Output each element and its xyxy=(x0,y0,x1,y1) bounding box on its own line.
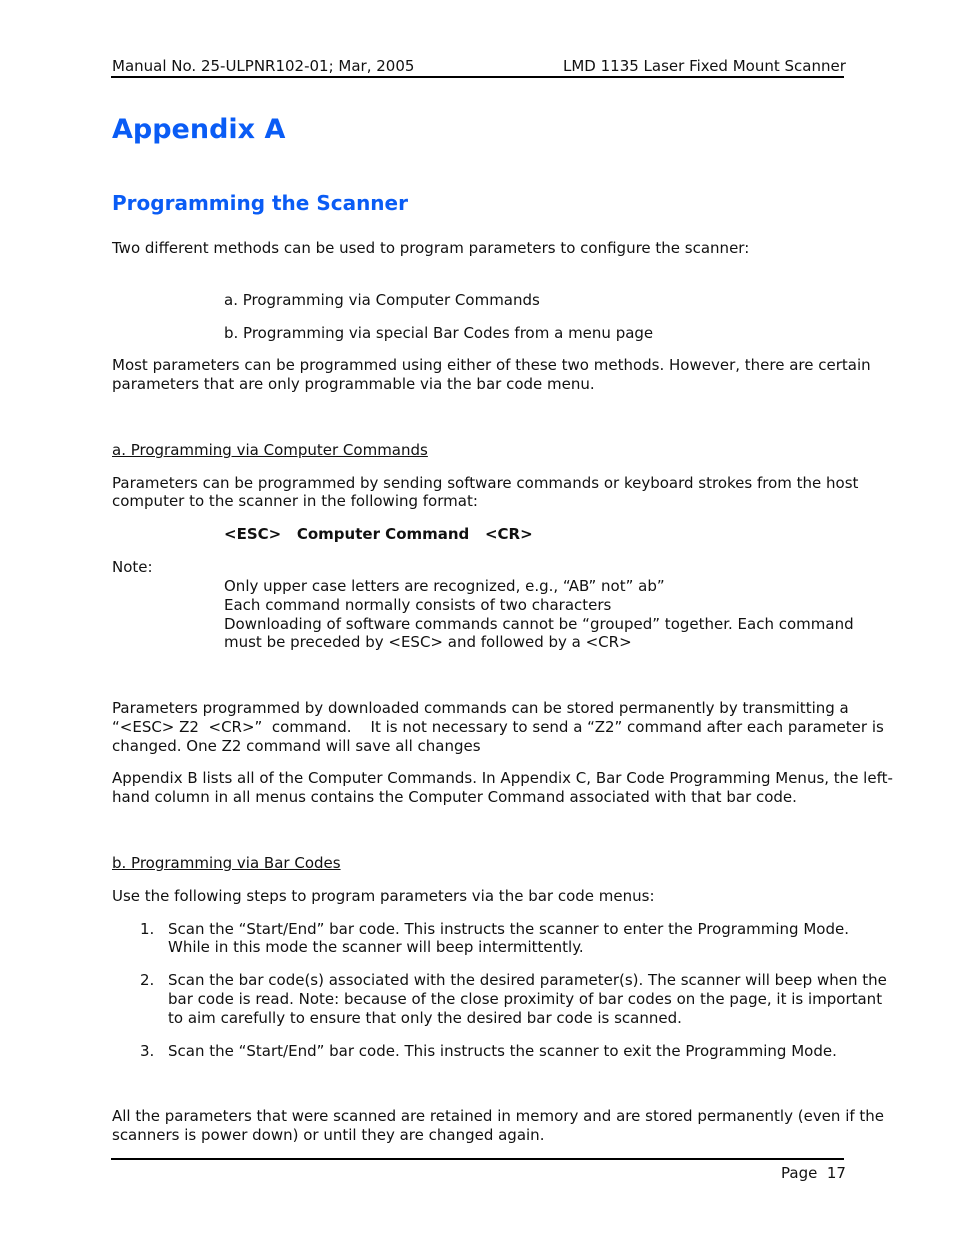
step-2-number: 2. xyxy=(140,971,155,989)
subsection-b-intro: Use the following steps to program parameters via the bar code menus: xyxy=(112,887,655,905)
subsection-a-heading: a. Programming via Computer Commands xyxy=(112,441,428,459)
step-3-number: 3. xyxy=(140,1042,155,1060)
footer-rule xyxy=(111,1158,844,1160)
most-params-line-1: Most parameters can be programmed using either of these two methods. However, there are certain xyxy=(112,356,871,374)
subsection-a-para-line-1: Parameters can be programmed by sending software commands or keyboard strokes from the host xyxy=(112,474,859,492)
step-2-line-1: Scan the bar code(s) associated with the desired parameter(s). The scanner will beep when the xyxy=(168,971,887,989)
step-2-line-2: bar code is read. Note: because of the close proximity of bar codes on the page, it is important xyxy=(168,990,883,1008)
appendix-b-line-2: hand column in all menus contains the Computer Command associated with that bar code. xyxy=(112,788,797,806)
subsection-b-heading: b. Programming via Bar Codes xyxy=(112,854,341,872)
note-line-2: Each command normally consists of two characters xyxy=(224,596,612,614)
step-2-line-3: to aim carefully to ensure that only the desired bar code is scanned. xyxy=(168,1009,682,1027)
stored-line-1: Parameters programmed by downloaded commands can be stored permanently by transmitting a xyxy=(112,699,849,717)
step-1-number: 1. xyxy=(140,920,155,938)
note-line-4: must be preceded by <ESC> and followed by a <CR> xyxy=(224,633,632,651)
method-b: b. Programming via special Bar Codes from a menu page xyxy=(224,324,654,342)
header-rule xyxy=(111,76,844,78)
appendix-title: Appendix A xyxy=(112,114,286,145)
note-line-1: Only upper case letters are recognized, e.g., “AB” not” ab” xyxy=(224,577,665,595)
note-line-3: Downloading of software commands cannot be “grouped” together. Each command xyxy=(224,615,854,633)
closing-line-2: scanners is power down) or until they are changed again. xyxy=(112,1126,545,1144)
most-params-line-2: parameters that are only programmable via the bar code menu. xyxy=(112,375,595,393)
stored-line-3: changed. One Z2 command will save all changes xyxy=(112,737,481,755)
closing-line-1: All the parameters that were scanned are retained in memory and are stored permanently (even if the xyxy=(112,1107,885,1125)
page-number: Page 17 xyxy=(781,1164,846,1182)
header-product-name: LMD 1135 Laser Fixed Mount Scanner xyxy=(563,57,846,75)
appendix-b-line-1: Appendix B lists all of the Computer Commands. In Appendix C, Bar Code Programming Menus, the left- xyxy=(112,769,893,787)
note-label: Note: xyxy=(112,558,153,576)
section-title: Programming the Scanner xyxy=(112,191,408,215)
stored-line-2: “<ESC> Z2 <CR>” command. It is not necessary to send a “Z2” command after each parameter is xyxy=(112,718,884,736)
step-1-line-1: Scan the “Start/End” bar code. This instructs the scanner to enter the Programming Mode. xyxy=(168,920,849,938)
header-manual-number: Manual No. 25-ULPNR102-01; Mar, 2005 xyxy=(112,57,415,75)
command-format: <ESC> Computer Command <CR> xyxy=(224,525,533,543)
step-3-line-1: Scan the “Start/End” bar code. This instructs the scanner to exit the Programming Mode. xyxy=(168,1042,837,1060)
method-a: a. Programming via Computer Commands xyxy=(224,291,540,309)
step-1-line-2: While in this mode the scanner will beep intermittently. xyxy=(168,938,584,956)
intro-paragraph: Two different methods can be used to program parameters to configure the scanner: xyxy=(112,239,750,257)
subsection-a-para-line-2: computer to the scanner in the following format: xyxy=(112,492,478,510)
